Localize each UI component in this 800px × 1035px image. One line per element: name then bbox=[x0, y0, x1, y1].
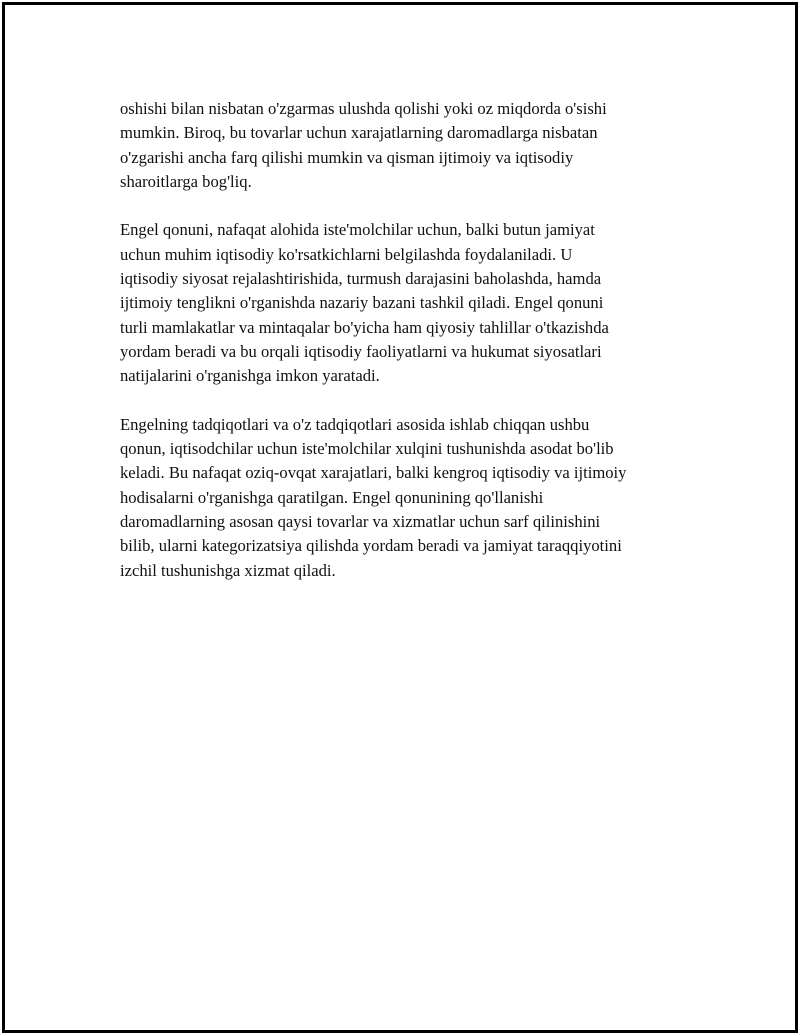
text-line: uchun muhim iqtisodiy ko'rsatkichlarni belgilashda foydalaniladi. U bbox=[120, 244, 573, 264]
paragraph-3 bbox=[120, 413, 700, 583]
text-line: sharoitlarga bog'liq. bbox=[120, 171, 252, 191]
text-line: o'zgarishi ancha farq qilishi mumkin va qisman ijtimoiy va iqtisodiy bbox=[120, 147, 574, 167]
paragraph-1 bbox=[120, 97, 700, 194]
text-line: bilib, ularni kategorizatsiya qilishda yordam beradi va jamiyat taraqqiyotini bbox=[120, 536, 622, 556]
text-line: Engelning tadqiqotlari va o'z tadqiqotlari asosida ishlab chiqqan ushbu bbox=[120, 414, 590, 434]
text-line: hodisalarni o'rganishga qaratilgan. Engel qonunining qo'llanishi bbox=[120, 487, 544, 507]
text-line: keladi. Bu nafaqat oziq-ovqat xarajatlari, balki kengroq iqtisodiy va ijtimoiy bbox=[120, 463, 627, 483]
text-line: mumkin. Biroq, bu tovarlar uchun xarajatlarning daromadlarga nisbatan bbox=[120, 123, 598, 143]
text-line: oshishi bilan nisbatan o'zgarmas ulushda qolishi yoki oz miqdorda o'sishi bbox=[120, 99, 607, 118]
document-body bbox=[120, 97, 700, 607]
text-line: Engel qonuni, nafaqat alohida iste'molchilar uchun, balki butun jamiyat bbox=[120, 220, 595, 240]
text-line: natijalarini o'rganishga imkon yaratadi. bbox=[120, 366, 380, 386]
paragraph-2 bbox=[120, 218, 700, 388]
text-line: daromadlarning asosan qaysi tovarlar va xizmatlar uchun sarf qilinishini bbox=[120, 512, 601, 532]
text-line: yordam beradi va bu orqali iqtisodiy faoliyatlarni va hukumat siyosatlari bbox=[120, 341, 602, 361]
page-frame bbox=[2, 2, 798, 1033]
text-line: ijtimoiy tenglikni o'rganishda nazariy bazani tashkil qiladi. Engel qonuni bbox=[120, 293, 604, 313]
text-line: qonun, iqtisodchilar uchun iste'molchilar xulqini tushunishda asodat bo'lib bbox=[120, 439, 614, 459]
text-line: turli mamlakatlar va mintaqalar bo'yicha ham qiyosiy tahlillar o'tkazishda bbox=[120, 317, 609, 337]
text-line: iqtisodiy siyosat rejalashtirishida, turmush darajasini baholashda, hamda bbox=[120, 269, 602, 289]
text-line: izchil tushunishga xizmat qiladi. bbox=[120, 560, 336, 580]
